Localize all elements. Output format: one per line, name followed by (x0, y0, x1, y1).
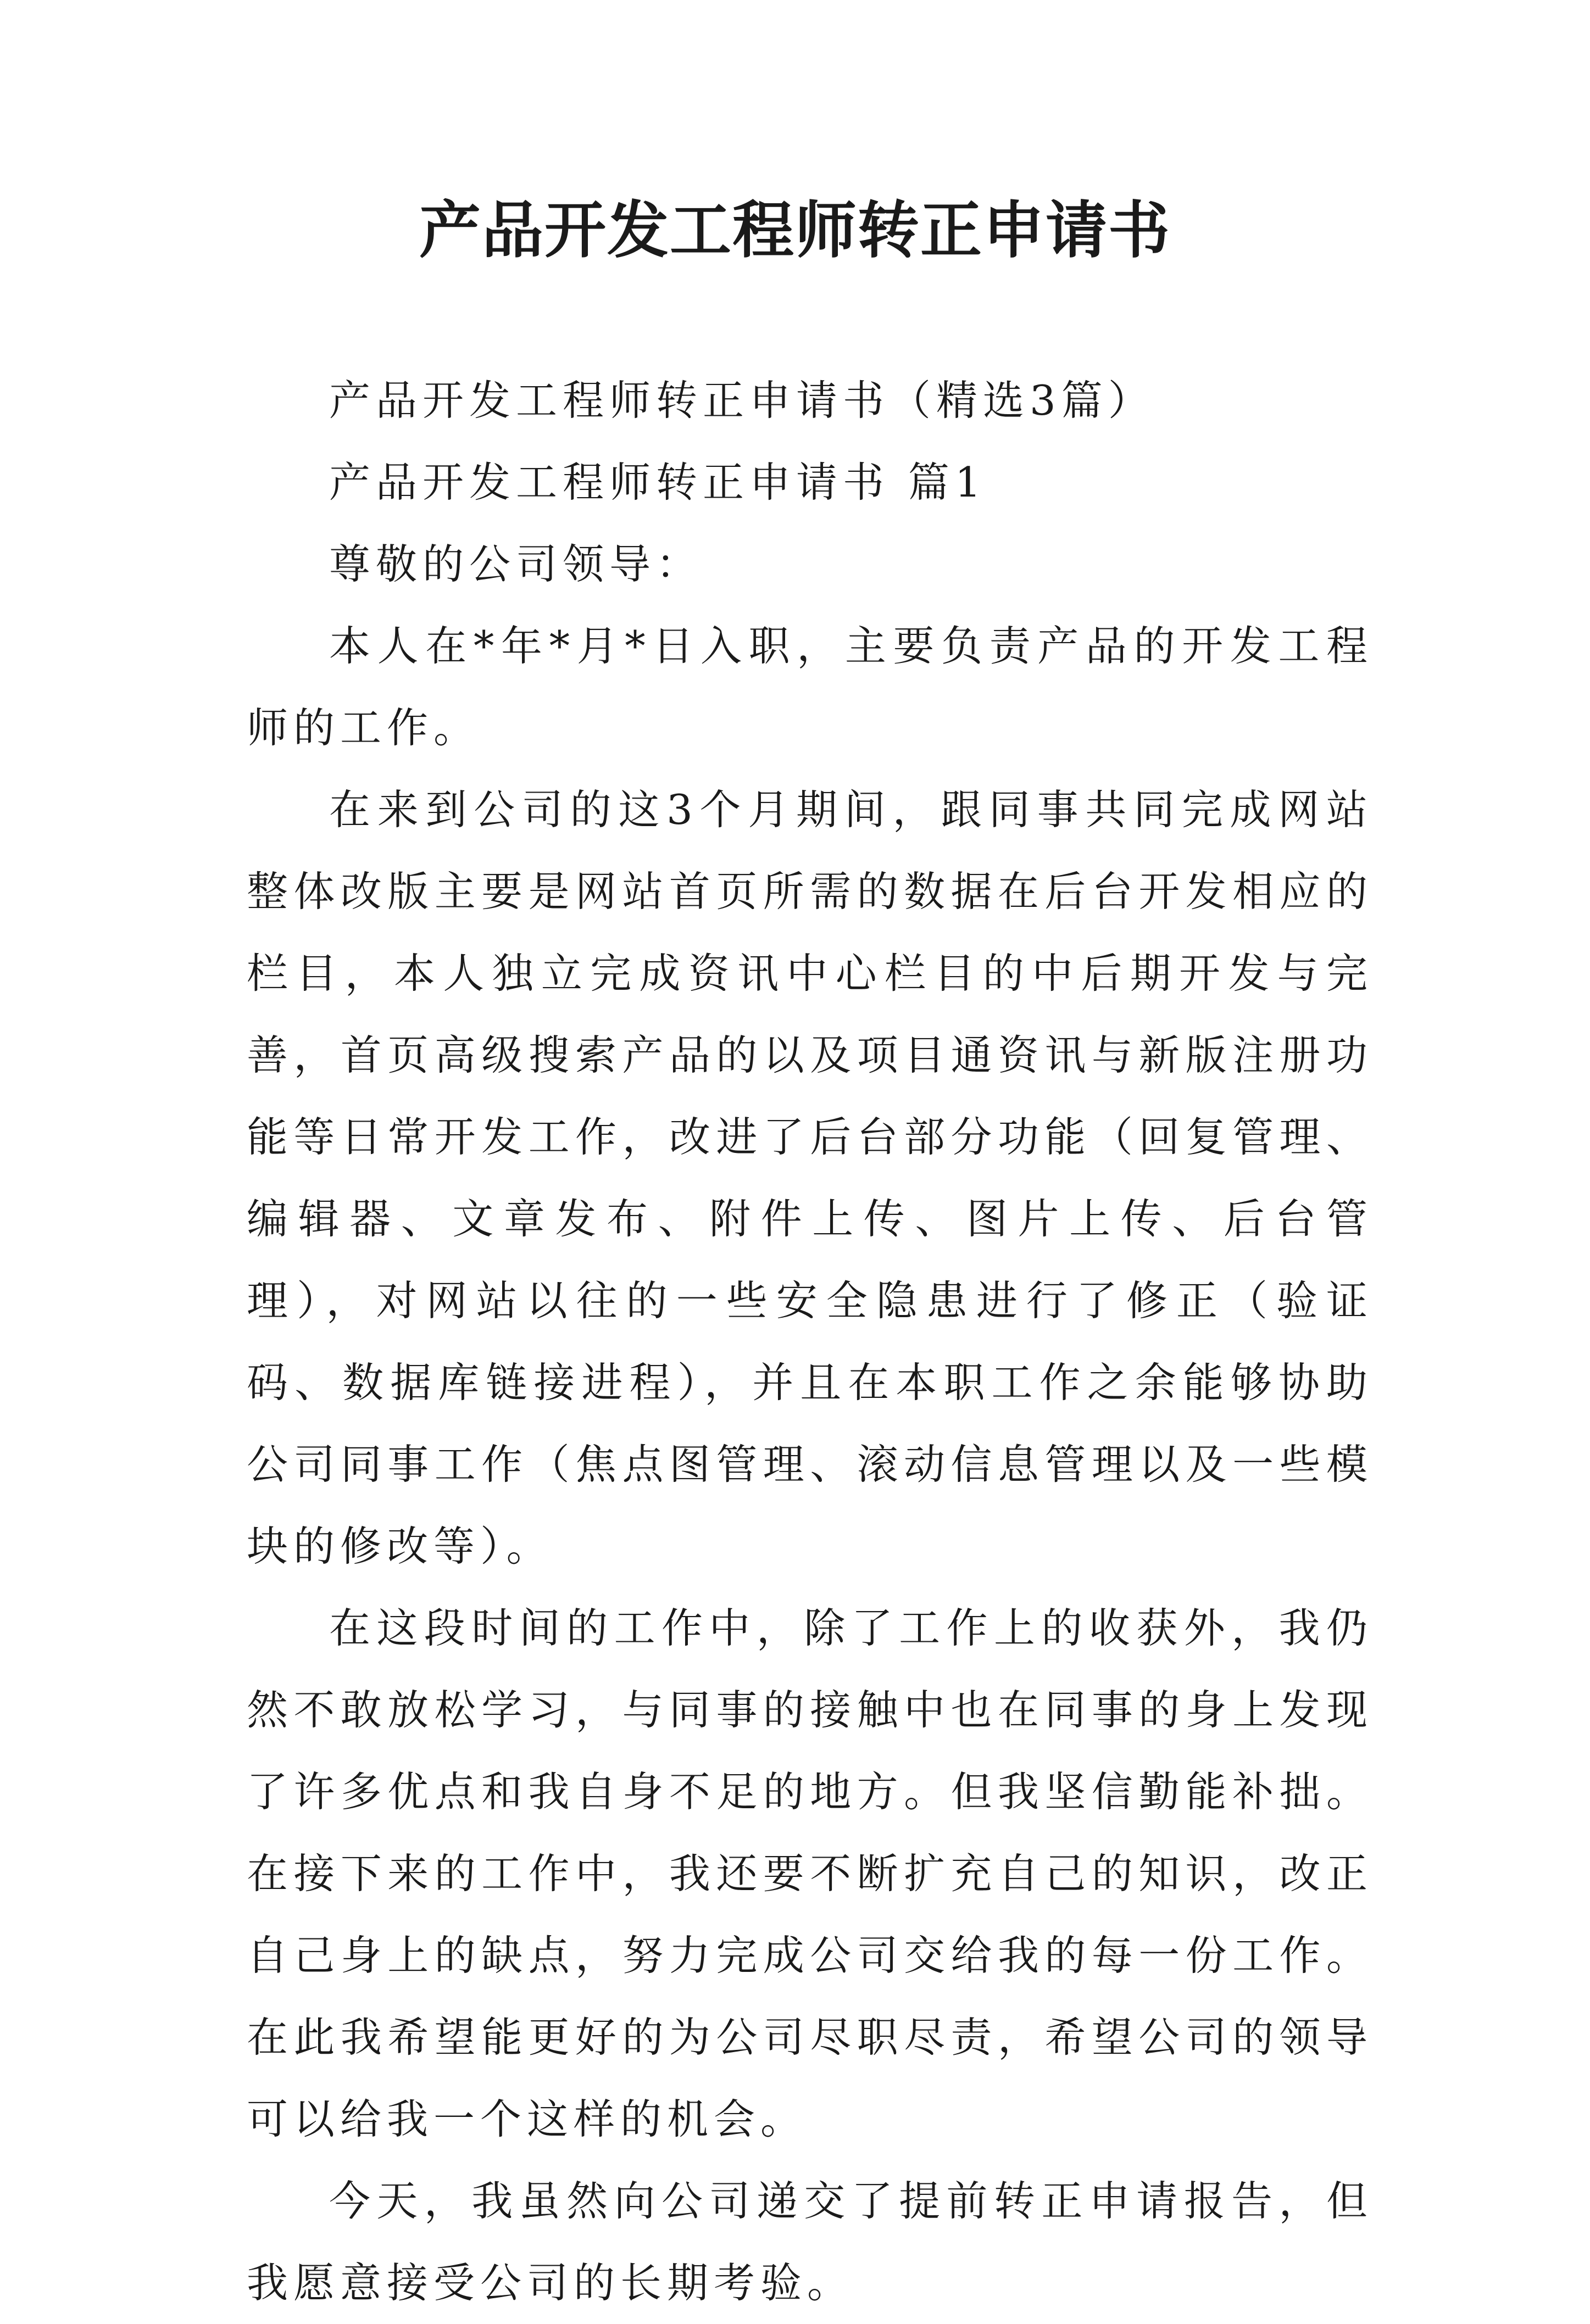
document-body (247, 360, 1373, 2324)
paragraph-body: 本人在*年*月*日入职，主要负责产品的开发工程师的工作。 (247, 622, 1373, 752)
paragraph-body: 今天，我虽然向公司递交了提前转正申请报告，但我愿意接受公司的长期考验。 (247, 2177, 1373, 2307)
paragraph-subtitle: 产品开发工程师转正申请书（精选3篇） (329, 376, 1155, 425)
document-title: 产品开发工程师转正申请书 (419, 194, 1171, 266)
paragraph-section-heading: 产品开发工程师转正申请书 篇1 (329, 458, 987, 506)
paragraph-salutation: 尊敬的公司领导： (329, 540, 703, 588)
paragraph-body: 在这段时间的工作中，除了工作上的收获外，我仍然不敢放松学习，与同事的接触中也在同事的身上发现了许多优点和我自身不足的地方。但我坚信勤能补拙。在接下来的工作中，我还要不断扩充自己的知识，改正自己身上的缺点，努力完成公司交给我的每一份工作。在此我希望能更好的为公司尽职尽责，希望公司的领导可以给我一个这样的机会。 (247, 1604, 1373, 2143)
paragraph-body: 在来到公司的这3个月期间，跟同事共同完成网站整体改版主要是网站首页所需的数据在后台开发相应的栏目，本人独立完成资讯中心栏目的中后期开发与完善，首页高级搜索产品的以及项目通资讯与新版注册功能等日常开发工作，改进了后台部分功能（回复管理、编辑器、文章发布、附件上传、图片上传、后台管理），对网站以往的一些安全隐患进行了修正（验证码、数据库链接进程），并且在本职工作之余能够协助公司同事工作（焦点图管理、滚动信息管理以及一些模块的修改等）。 (247, 785, 1373, 1570)
